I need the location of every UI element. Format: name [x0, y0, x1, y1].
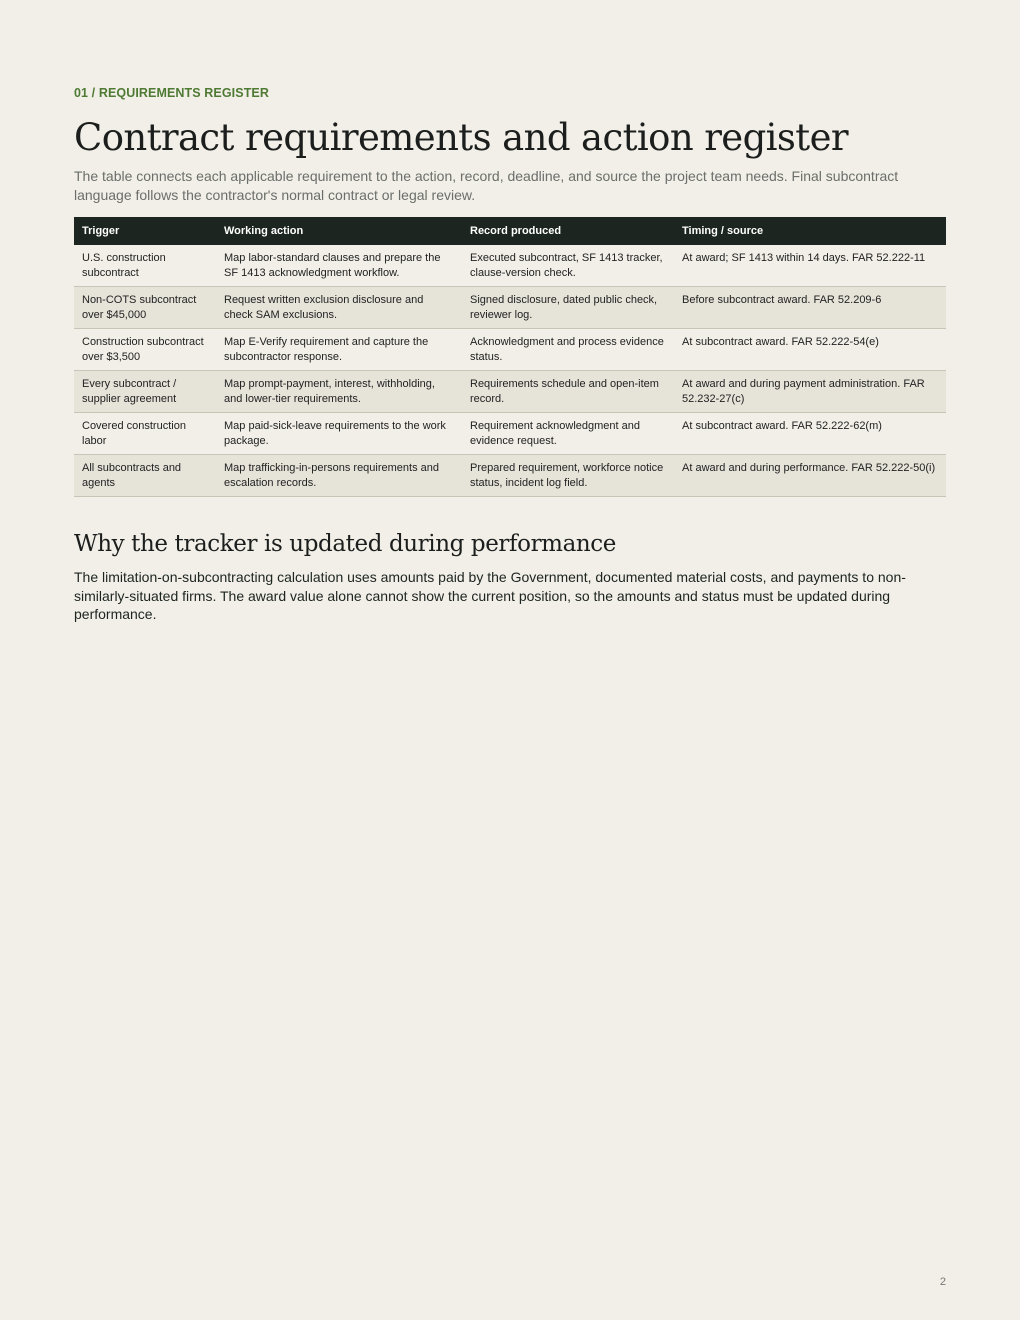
cell-timing-source: At award; SF 1413 within 14 days. FAR 52.222-11: [674, 245, 946, 287]
table-row: [74, 329, 946, 371]
cell-timing-source: Before subcontract award. FAR 52.209-6: [674, 287, 946, 329]
table-row: [74, 371, 946, 413]
table-header-row: [74, 217, 946, 245]
cell-record-produced: Requirements schedule and open-item record.: [462, 371, 674, 413]
cell-trigger: All subcontracts and agents: [74, 455, 216, 497]
requirements-table: [74, 217, 946, 497]
cell-trigger: Covered construction labor: [74, 413, 216, 455]
cell-working-action: Map trafficking-in-persons requirements and escalation records.: [216, 455, 462, 497]
column-header-trigger: Trigger: [74, 217, 216, 245]
page-number: 2: [939, 1276, 946, 1288]
cell-record-produced: Signed disclosure, dated public check, reviewer log.: [462, 287, 674, 329]
cell-timing-source: At award and during performance. FAR 52.222-50(i): [674, 455, 946, 497]
table-row: [74, 287, 946, 329]
cell-working-action: Map paid-sick-leave requirements to the work package.: [216, 413, 462, 455]
cell-timing-source: At subcontract award. FAR 52.222-62(m): [674, 413, 946, 455]
table-row: [74, 455, 946, 497]
cell-working-action: Request written exclusion disclosure and check SAM exclusions.: [216, 287, 462, 329]
cell-working-action: Map E-Verify requirement and capture the subcontractor response.: [216, 329, 462, 371]
intro-paragraph: The table connects each applicable requirement to the action, record, deadline, and source the project team needs. Final subcontract language follows the contractor's normal contract or legal review.: [74, 168, 899, 203]
section-body: The limitation-on-subcontracting calculation uses amounts paid by the Government, documented material costs, and payments to non-similarly-situated firms. The award value alone cannot show the current position, so the amounts and status must be updated during performance.: [74, 569, 906, 622]
section-heading: Why the tracker is updated during performance: [74, 531, 616, 557]
cell-working-action: Map labor-standard clauses and prepare the SF 1413 acknowledgment workflow.: [216, 245, 462, 287]
cell-record-produced: Acknowledgment and process evidence status.: [462, 329, 674, 371]
cell-trigger: Non-COTS subcontract over $45,000: [74, 287, 216, 329]
cell-record-produced: Requirement acknowledgment and evidence request.: [462, 413, 674, 455]
cell-working-action: Map prompt-payment, interest, withholding, and lower-tier requirements.: [216, 371, 462, 413]
table-row: [74, 245, 946, 287]
column-header-timing-source: Timing / source: [674, 217, 946, 245]
cell-timing-source: At subcontract award. FAR 52.222-54(e): [674, 329, 946, 371]
table-row: [74, 413, 946, 455]
cell-timing-source: At award and during payment administration. FAR 52.232-27(c): [674, 371, 946, 413]
column-header-record-produced: Record produced: [462, 217, 674, 245]
section-eyebrow: 01 / REQUIREMENTS REGISTER: [74, 86, 269, 100]
page-title: Contract requirements and action register: [74, 116, 848, 159]
cell-trigger: U.S. construction subcontract: [74, 245, 216, 287]
cell-trigger: Every subcontract / supplier agreement: [74, 371, 216, 413]
cell-trigger: Construction subcontract over $3,500: [74, 329, 216, 371]
cell-record-produced: Prepared requirement, workforce notice status, incident log field.: [462, 455, 674, 497]
cell-record-produced: Executed subcontract, SF 1413 tracker, clause-version check.: [462, 245, 674, 287]
column-header-working-action: Working action: [216, 217, 462, 245]
